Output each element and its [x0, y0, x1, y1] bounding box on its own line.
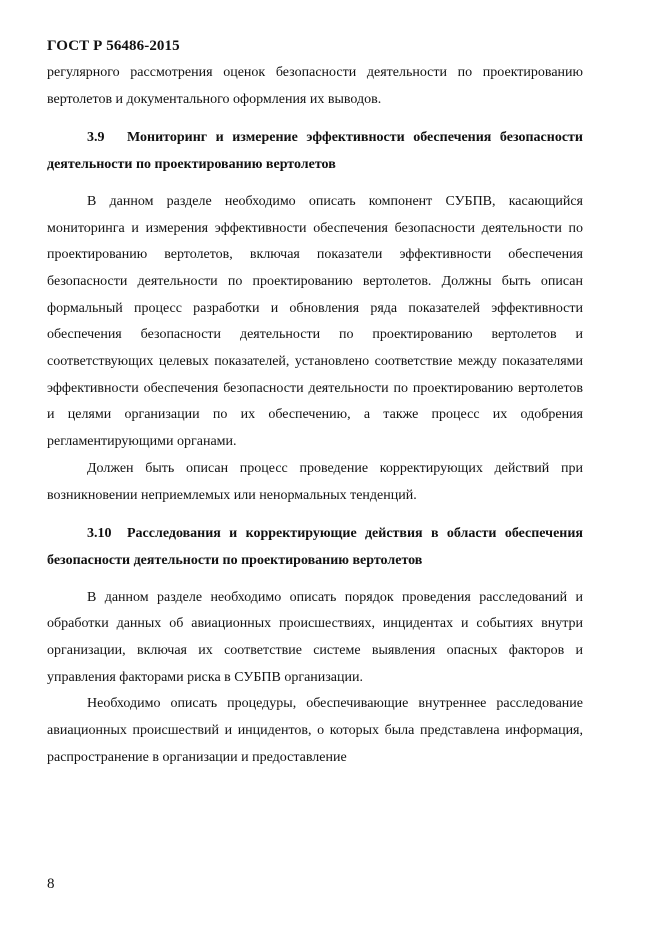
section-3-10-heading: [47, 521, 583, 574]
section-3-9-paragraph-2: Должен быть описан процесс проведение корректирующих действий при возникновении неприемлемых или ненормальных тенденций.: [47, 460, 583, 503]
page-body: [47, 60, 583, 772]
section-3-10-title: Расследования и корректирующие действия в области обеспечения безопасности деятельности по проектированию вертолетов: [47, 526, 583, 568]
section-3-9-title: Мониторинг и измерение эффективности обеспечения безопасности деятельности по проектированию вертолетов: [47, 130, 583, 173]
section-3-10-paragraph-1: В данном разделе необходимо описать порядок проведения расследований и обработки данных об авиационных происшествиях, инцидентах и событиях внутри организации, включая их соответствие системе выявления опасных факторов и управления факторами риска в СУБПВ организации.: [47, 589, 583, 685]
document-code-header: ГОСТ Р 56486-2015: [47, 38, 180, 54]
section-3-9-number: 3.9: [87, 130, 105, 146]
section-3-10-paragraph-2: Необходимо описать процедуры, обеспечивающие внутреннее расследование авиационных происшествий и инцидентов, о которых была представлена информация, распространение в организации и предоставление: [47, 696, 583, 765]
section-3-9-heading: [47, 125, 583, 178]
intro-continuation-paragraph: регулярного рассмотрения оценок безопасности деятельности по проектированию вертолетов и документального оформления их выводов.: [47, 65, 583, 107]
section-3-9-paragraph-1: В данном разделе необходимо описать компонент СУБПВ, касающийся мониторинга и измерения эффективности обеспечения безопасности деятельности по проектированию вертолетов, включая показатели эффективности обеспечения безопасности деятельности по проектированию вертолетов. Должны быть описан формальный процесс разработки и обновления ряда показателей эффективности обеспечения безопасности деятельности по проектированию вертолетов и соответствующих целевых показателей, установлено соответствие между показателями эффективности обеспечения безопасности деятельности по проектированию вертолетов и целями организации по их обеспечению, а также процесс их одобрения регламентирующими органами.: [47, 193, 583, 450]
section-3-10-number: 3.10: [87, 526, 112, 542]
page-number: 8: [47, 876, 55, 892]
